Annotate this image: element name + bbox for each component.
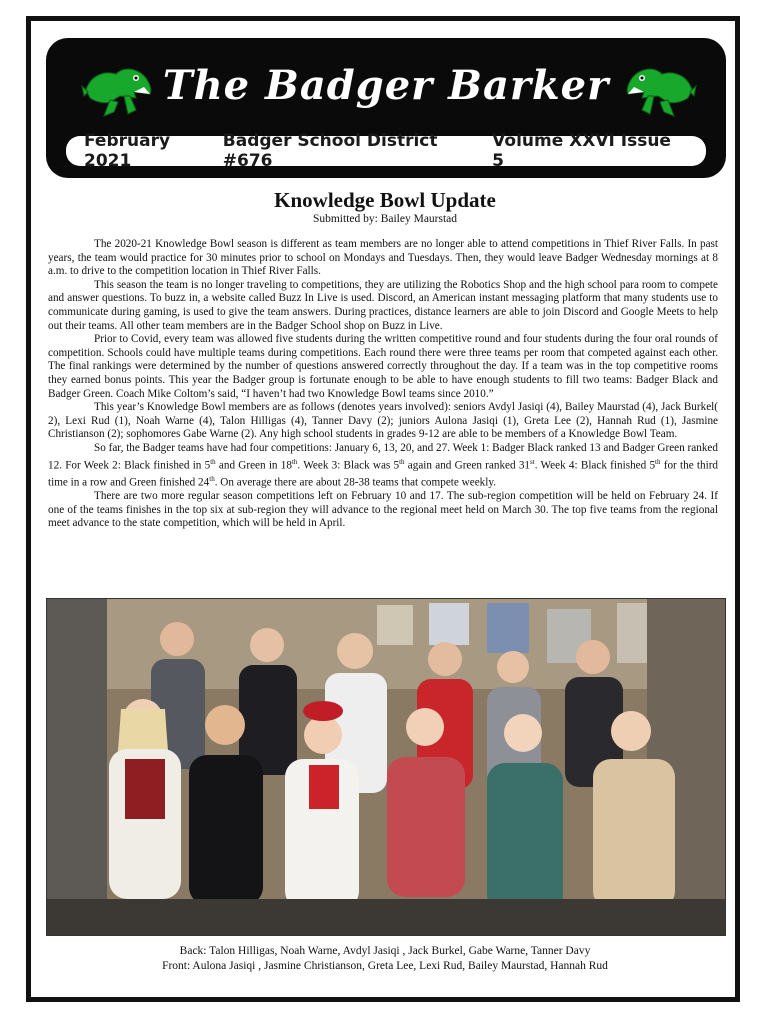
issue-date: February 2021 bbox=[84, 131, 171, 171]
team-photo bbox=[46, 598, 726, 936]
caption-back-row: Back: Talon Hilligas, Noah Warne, Avdyl Jasiqi , Jack Burkel, Gabe Warne, Tanner Davy bbox=[179, 945, 591, 957]
team-photo-illustration bbox=[47, 599, 726, 936]
newsletter-title: The Badger Barker bbox=[162, 62, 610, 109]
caption-front-row: Front: Aulona Jasiqi , Jasmine Christianson, Greta Lee, Lexi Rud, Bailey Maurstad, Hannah Rud bbox=[162, 960, 608, 972]
ordinal-suffix: th bbox=[210, 457, 216, 466]
ordinal-suffix: th bbox=[209, 474, 215, 483]
text-run: . Week 4: Black finished 5 bbox=[534, 459, 656, 472]
ordinal-suffix: th bbox=[399, 457, 405, 466]
article-paragraph: The 2020-21 Knowledge Bowl season is different as team members are no longer able to attend competitions in Thief River Falls. In past years, the team would practice for 30 minutes prior to school on Mondays and Tuesdays. Then, they would leave Badger Wednesday mornings at 8 a.m. to drive to the competition location in Thief River Falls. bbox=[48, 238, 718, 278]
school-district: Badger School District #676 bbox=[222, 131, 438, 171]
text-run: for the third time in a row and Green finished 24 bbox=[48, 459, 719, 489]
ordinal-suffix: th bbox=[655, 457, 661, 466]
text-run: and Green in 18 bbox=[215, 459, 292, 472]
text-run: again and Green ranked 31 bbox=[404, 459, 531, 472]
text-run: . Week 3: Black was 5 bbox=[297, 459, 400, 472]
article-headline: Knowledge Bowl Update bbox=[274, 188, 496, 212]
ordinal-suffix: th bbox=[291, 457, 298, 466]
volume-issue: Volume XXVI Issue 5 bbox=[492, 131, 671, 171]
text-run: So far, the Badger teams have had four competitions: January 6, 13, 20, and 27. Week 1: Badger Black ranked 13 and Badger Green ranked 12. For Week 2: Black finished in 5 bbox=[48, 441, 718, 472]
article-byline: Submitted by: Bailey Maurstad bbox=[312, 213, 458, 225]
article-body bbox=[48, 238, 718, 531]
masthead bbox=[46, 38, 726, 178]
text-run: . On average there are about 28-38 teams that compete weekly. bbox=[214, 476, 497, 489]
article-paragraph: This season the team is no longer traveling to competitions, they are utilizing the Robotics Shop and the high school para room to compete and answer questions. To buzz in, a website called Buzz In Live is used. Discord, an American instant messaging platform that many students use to communicate during gaming, is used to give the team answers. During practices, distance learners are able to join Discord and Google Meets to help out their teams. All other team members are in the Badger School shop on Buzz in Live. bbox=[48, 278, 718, 332]
photo-caption bbox=[0, 944, 770, 974]
alligator-logo-icon bbox=[620, 56, 698, 120]
article-paragraph: There are two more regular season competitions left on February 10 and 17. The sub-region competition will be held on February 24. If one of the teams finishes in the top six at sub-region they will advance to the regional meet held on March 30. The top five teams from the regional meet advance to the state competition, which will be held in April. bbox=[48, 490, 718, 530]
ordinal-suffix: st bbox=[530, 457, 535, 466]
article-paragraph: Prior to Covid, every team was allowed five students during the written competitive round and four students during the four oral rounds of competition. Schools could have multiple teams during competitions. Each round there were three teams per room that competed against each other. The final rankings were determined by the number of questions answered correctly throughout the day. If a team was in the top competitive rooms they earned bonus points. This year the Badger group is fortunate enough to be able to have enough students to fill two teams: Badger Black and Badger Green. Coach Mike Coltom’s said, “I haven’t had two Knowledge Bowl teams since 2010.” bbox=[48, 333, 718, 400]
article-paragraph bbox=[48, 442, 718, 490]
issue-info-bar bbox=[66, 131, 706, 171]
article-paragraph: This year’s Knowledge Bowl members are as follows (denotes years involved): seniors Avdyl Jasiqi (4), Bailey Maurstad (4), Jack Burkel( 2), Lexi Rud (1), Noah Warne (4), Talon Hilligas (4), Tanner Davy (2); juniors Aulona Jasiqi (1), Greta Lee (2), Hannah Rud (1), Jasmine Christianson (2); sophomores Gabe Warne (2). Any high school students in grades 9-12 are able to be members of a Knowledge Bowl Team. bbox=[48, 401, 718, 441]
